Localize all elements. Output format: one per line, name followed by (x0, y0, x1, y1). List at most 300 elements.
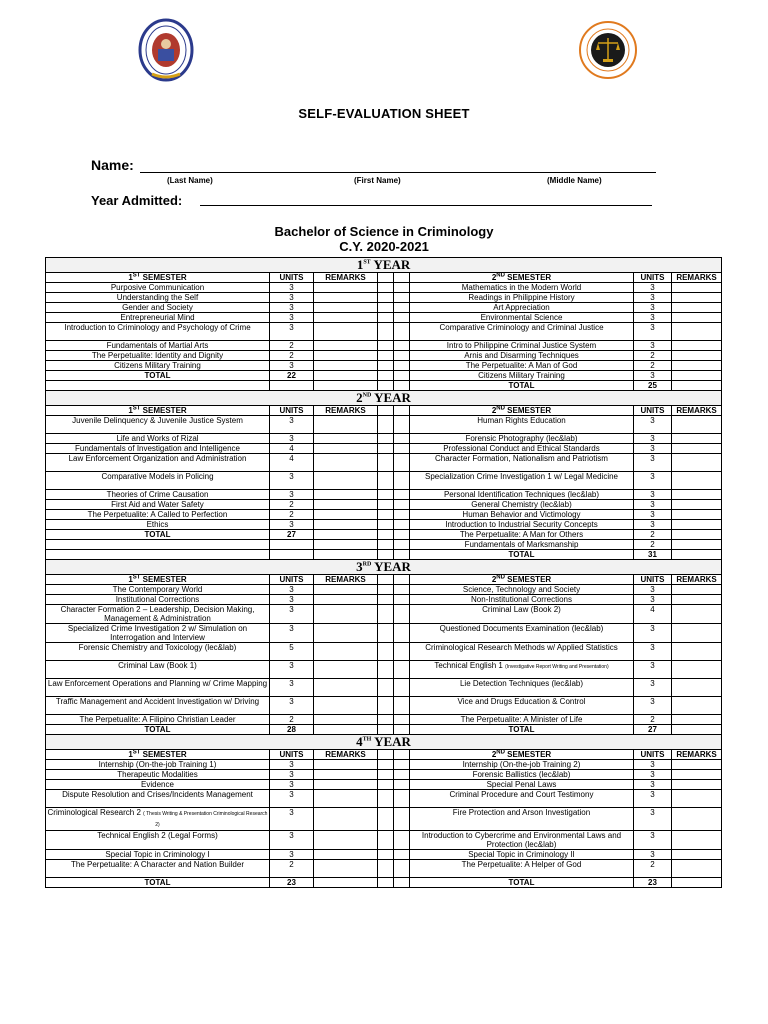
units-sem1: 3 (270, 790, 314, 808)
course-name-sem1: Institutional Corrections (46, 595, 270, 605)
remarks-cell-sem1[interactable] (314, 490, 378, 500)
remarks-cell-sem1[interactable] (314, 661, 378, 679)
spacer-cell (378, 472, 394, 490)
course-name-sem1: Fundamentals of Investigation and Intelligence (46, 444, 270, 454)
year-number: 1 (356, 257, 364, 272)
course-name-sem2: Criminal Procedure and Court Testimony (410, 790, 634, 808)
course-row (46, 454, 722, 472)
course-name-sem1 (46, 381, 270, 391)
spacer-cell (394, 351, 410, 361)
remarks-cell-sem1[interactable] (314, 850, 378, 860)
course-row (46, 341, 722, 351)
remarks-cell-sem1[interactable] (314, 293, 378, 303)
remarks-cell-sem2[interactable] (672, 790, 722, 808)
units-header: UNITS (634, 406, 672, 416)
course-name-sem2: Art Appreciation (410, 303, 634, 313)
remarks-cell-sem1[interactable] (314, 550, 378, 560)
remarks-cell-sem2[interactable] (672, 860, 722, 878)
spacer-cell (394, 643, 410, 661)
remarks-cell-sem2[interactable] (672, 595, 722, 605)
course-row (46, 605, 722, 624)
remarks-cell-sem2[interactable] (672, 780, 722, 790)
course-name-sem1: TOTAL (46, 371, 270, 381)
first-semester-header: 1ST SEMESTER (46, 750, 270, 760)
units-sem2: 3 (634, 661, 672, 679)
year-suffix: RD (362, 561, 372, 568)
course-name-sem1: Entrepreneurial Mind (46, 313, 270, 323)
units-sem1: 3 (270, 697, 314, 715)
spacer-cell (378, 341, 394, 351)
spacer-cell (378, 520, 394, 530)
year-suffix: ST (363, 259, 371, 266)
units-sem2: 3 (634, 770, 672, 780)
course-row (46, 790, 722, 808)
course-name-sem1: Dispute Resolution and Crises/Incidents Management (46, 790, 270, 808)
course-row (46, 697, 722, 715)
units-sem2: 3 (634, 780, 672, 790)
course-name-sem2: Science, Technology and Society (410, 585, 634, 595)
course-name-sem2: Forensic Ballistics (lec&lab) (410, 770, 634, 780)
spacer-cell (378, 760, 394, 770)
spacer-cell (378, 661, 394, 679)
units-sem1: 22 (270, 371, 314, 381)
course-name-sem2: TOTAL (410, 550, 634, 560)
course-name-sem2: Human Rights Education (410, 416, 634, 434)
spacer-cell (378, 780, 394, 790)
units-sem2: 3 (634, 595, 672, 605)
units-sem1: 3 (270, 850, 314, 860)
remarks-cell-sem2[interactable] (672, 313, 722, 323)
course-name-sem1: TOTAL (46, 878, 270, 888)
course-name-sem1: Introduction to Criminology and Psychology of Crime (46, 323, 270, 341)
spacer-cell (378, 500, 394, 510)
remarks-cell-sem2[interactable] (672, 361, 722, 371)
spacer-cell (378, 303, 394, 313)
course-name-sem2: Non-Institutional Corrections (410, 595, 634, 605)
remarks-cell-sem1[interactable] (314, 808, 378, 831)
spacer-cell (378, 725, 394, 735)
units-header: UNITS (634, 575, 672, 585)
units-sem2: 3 (634, 679, 672, 697)
remarks-cell-sem1[interactable] (314, 790, 378, 808)
units-header: UNITS (634, 273, 672, 283)
course-name-sem1: Law Enforcement Operations and Planning w/ Crime Mapping (46, 679, 270, 697)
units-sem1 (270, 550, 314, 560)
remarks-cell-sem2[interactable] (672, 454, 722, 472)
course-name-sem2: TOTAL (410, 878, 634, 888)
units-sem1: 4 (270, 444, 314, 454)
units-sem1: 2 (270, 500, 314, 510)
course-name-sem2: Technical English 1 (Investigative Report Writing and Presentation) (410, 661, 634, 679)
spacer-cell (394, 760, 410, 770)
remarks-cell-sem1[interactable] (314, 434, 378, 444)
course-row (46, 831, 722, 850)
spacer-cell (378, 831, 394, 850)
units-sem2: 3 (634, 490, 672, 500)
course-name-sem1: Purposive Communication (46, 283, 270, 293)
remarks-cell-sem2[interactable] (672, 808, 722, 831)
units-sem1: 3 (270, 283, 314, 293)
course-row (46, 624, 722, 643)
units-sem2: 3 (634, 303, 672, 313)
remarks-cell-sem1[interactable] (314, 303, 378, 313)
name-field-line[interactable] (140, 172, 656, 173)
remarks-cell-sem2[interactable] (672, 283, 722, 293)
course-name-sem1: Traffic Management and Accident Investigation w/ Driving (46, 697, 270, 715)
spacer-cell (378, 313, 394, 323)
course-row (46, 371, 722, 381)
course-name-sem1: Life and Works of Rizal (46, 434, 270, 444)
course-name-sem2: Fire Protection and Arson Investigation (410, 808, 634, 831)
course-name-sem2: Questioned Documents Examination (lec&lab) (410, 624, 634, 643)
remarks-cell-sem2[interactable] (672, 416, 722, 434)
remarks-cell-sem1[interactable] (314, 624, 378, 643)
remarks-cell-sem2[interactable] (672, 760, 722, 770)
criminology-seal-icon (578, 20, 638, 80)
remarks-cell-sem2[interactable] (672, 444, 722, 454)
semester-header-row (46, 406, 722, 416)
spacer-cell (394, 510, 410, 520)
remarks-cell-sem1[interactable] (314, 313, 378, 323)
remarks-cell-sem1[interactable] (314, 715, 378, 725)
remarks-cell-sem1[interactable] (314, 697, 378, 715)
remarks-cell-sem1[interactable] (314, 679, 378, 697)
course-row (46, 510, 722, 520)
remarks-cell-sem2[interactable] (672, 293, 722, 303)
course-row (46, 313, 722, 323)
spacer-cell (378, 273, 394, 283)
spacer-cell (378, 416, 394, 434)
remarks-cell-sem2[interactable] (672, 530, 722, 540)
remarks-header: REMARKS (672, 406, 722, 416)
spacer-cell (394, 725, 410, 735)
remarks-cell-sem2[interactable] (672, 697, 722, 715)
spacer-cell (394, 283, 410, 293)
course-row (46, 351, 722, 361)
units-sem1: 27 (270, 530, 314, 540)
year-number: 3 (356, 559, 363, 574)
course-row (46, 770, 722, 780)
spacer-cell (378, 860, 394, 878)
remarks-cell-sem2[interactable] (672, 643, 722, 661)
units-sem1: 3 (270, 595, 314, 605)
course-row (46, 780, 722, 790)
remarks-cell-sem1[interactable] (314, 585, 378, 595)
remarks-cell-sem2[interactable] (672, 850, 722, 860)
name-label: Name: (91, 157, 134, 173)
remarks-cell-sem1[interactable] (314, 760, 378, 770)
spacer-cell (378, 715, 394, 725)
spacer-cell (394, 780, 410, 790)
remarks-cell-sem2[interactable] (672, 585, 722, 595)
spacer-cell (394, 624, 410, 643)
course-name-sem1: Specialized Crime Investigation 2 w/ Simulation on Interrogation and Interview (46, 624, 270, 643)
course-name-sem2: The Perpetualite: A Helper of God (410, 860, 634, 878)
remarks-cell-sem2[interactable] (672, 605, 722, 624)
units-header: UNITS (634, 750, 672, 760)
remarks-cell-sem2[interactable] (672, 715, 722, 725)
spacer-cell (394, 361, 410, 371)
year-admitted-field-line[interactable] (200, 205, 652, 206)
remarks-cell-sem2[interactable] (672, 351, 722, 361)
course-name-sem1 (46, 550, 270, 560)
spacer-cell (378, 624, 394, 643)
spacer-cell (378, 361, 394, 371)
course-name-sem2: TOTAL (410, 381, 634, 391)
units-sem1 (270, 540, 314, 550)
course-name-sem1: Criminal Law (Book 1) (46, 661, 270, 679)
remarks-cell-sem2[interactable] (672, 550, 722, 560)
course-row (46, 860, 722, 878)
course-row (46, 878, 722, 888)
remarks-header: REMARKS (672, 273, 722, 283)
remarks-cell-sem1[interactable] (314, 351, 378, 361)
units-sem2: 3 (634, 323, 672, 341)
spacer-cell (394, 273, 410, 283)
units-sem2: 3 (634, 790, 672, 808)
units-sem2: 27 (634, 725, 672, 735)
course-row (46, 595, 722, 605)
course-name-sem1: TOTAL (46, 530, 270, 540)
remarks-cell-sem1[interactable] (314, 725, 378, 735)
course-row (46, 540, 722, 550)
remarks-cell-sem1[interactable] (314, 595, 378, 605)
course-name-sem1: The Contemporary World (46, 585, 270, 595)
spacer-cell (394, 530, 410, 540)
spacer-cell (378, 510, 394, 520)
remarks-cell-sem1[interactable] (314, 500, 378, 510)
remarks-cell-sem1[interactable] (314, 780, 378, 790)
units-sem1: 3 (270, 585, 314, 595)
spacer-cell (378, 434, 394, 444)
course-row (46, 283, 722, 293)
spacer-cell (378, 878, 394, 888)
spacer-cell (394, 697, 410, 715)
remarks-cell-sem1[interactable] (314, 371, 378, 381)
course-note: (Investigative Report Writing and Presentation) (505, 664, 609, 670)
remarks-cell-sem1[interactable] (314, 831, 378, 850)
remarks-cell-sem1[interactable] (314, 605, 378, 624)
remarks-cell-sem2[interactable] (672, 878, 722, 888)
spacer-cell (394, 303, 410, 313)
units-sem1: 3 (270, 361, 314, 371)
remarks-cell-sem1[interactable] (314, 643, 378, 661)
course-name-sem2: Specialization Crime Investigation 1 w/ Legal Medicine (410, 472, 634, 490)
units-header: UNITS (270, 273, 314, 283)
units-sem1: 23 (270, 878, 314, 888)
course-name-sem1: TOTAL (46, 725, 270, 735)
spacer-cell (394, 500, 410, 510)
semester-header-row (46, 575, 722, 585)
course-name-sem2: Vice and Drugs Education & Control (410, 697, 634, 715)
spacer-cell (378, 643, 394, 661)
units-sem1: 3 (270, 323, 314, 341)
remarks-cell-sem1[interactable] (314, 283, 378, 293)
remarks-cell-sem1[interactable] (314, 530, 378, 540)
units-sem2: 3 (634, 585, 672, 595)
remarks-cell-sem1[interactable] (314, 540, 378, 550)
spacer-cell (378, 454, 394, 472)
remarks-cell-sem2[interactable] (672, 540, 722, 550)
remarks-cell-sem2[interactable] (672, 520, 722, 530)
spacer-cell (378, 585, 394, 595)
remarks-cell-sem1[interactable] (314, 381, 378, 391)
spacer-cell (394, 715, 410, 725)
course-name-sem2: The Perpetualite: A Man of God (410, 361, 634, 371)
remarks-header: REMARKS (672, 750, 722, 760)
remarks-cell-sem2[interactable] (672, 661, 722, 679)
units-sem2: 3 (634, 850, 672, 860)
remarks-cell-sem1[interactable] (314, 444, 378, 454)
remarks-cell-sem1[interactable] (314, 520, 378, 530)
remarks-cell-sem2[interactable] (672, 500, 722, 510)
remarks-cell-sem1[interactable] (314, 472, 378, 490)
spacer-cell (394, 831, 410, 850)
spacer-cell (394, 878, 410, 888)
year-label: YEAR (373, 257, 411, 272)
course-name-sem2: Mathematics in the Modern World (410, 283, 634, 293)
spacer-cell (378, 381, 394, 391)
course-row (46, 293, 722, 303)
course-name-sem1: Technical English 2 (Legal Forms) (46, 831, 270, 850)
spacer-cell (394, 444, 410, 454)
year-header-row (46, 560, 722, 575)
course-name-sem2: TOTAL (410, 725, 634, 735)
remarks-cell-sem2[interactable] (672, 831, 722, 850)
course-name-sem2: Introduction to Industrial Security Concepts (410, 520, 634, 530)
spacer-cell (394, 808, 410, 831)
year-label: YEAR (374, 390, 411, 405)
units-sem2: 4 (634, 605, 672, 624)
remarks-cell-sem2[interactable] (672, 341, 722, 351)
remarks-cell-sem1[interactable] (314, 510, 378, 520)
spacer-cell (394, 575, 410, 585)
first-name-label: (First Name) (354, 176, 401, 185)
year-suffix: ND (362, 392, 372, 399)
curriculum-table (45, 257, 722, 888)
spacer-cell (394, 381, 410, 391)
units-sem2: 3 (634, 500, 672, 510)
units-sem1: 3 (270, 661, 314, 679)
course-row (46, 530, 722, 540)
units-sem1: 3 (270, 624, 314, 643)
units-sem2: 3 (634, 454, 672, 472)
year-suffix: TH (362, 736, 372, 743)
units-sem2: 31 (634, 550, 672, 560)
spacer-cell (378, 679, 394, 697)
course-name-sem2: Criminological Research Methods w/ Applied Statistics (410, 643, 634, 661)
spacer-cell (394, 490, 410, 500)
units-header: UNITS (270, 406, 314, 416)
remarks-cell-sem1[interactable] (314, 323, 378, 341)
course-row (46, 679, 722, 697)
course-name-sem1: Understanding the Self (46, 293, 270, 303)
course-row (46, 850, 722, 860)
units-sem2: 3 (634, 831, 672, 850)
remarks-cell-sem2[interactable] (672, 434, 722, 444)
remarks-cell-sem2[interactable] (672, 472, 722, 490)
units-sem2: 3 (634, 624, 672, 643)
units-sem2: 2 (634, 530, 672, 540)
spacer-cell (378, 770, 394, 780)
remarks-cell-sem1[interactable] (314, 416, 378, 434)
remarks-cell-sem2[interactable] (672, 624, 722, 643)
course-row (46, 520, 722, 530)
units-sem2: 2 (634, 715, 672, 725)
remarks-cell-sem1[interactable] (314, 860, 378, 878)
spacer-cell (394, 750, 410, 760)
course-name-sem1: Gender and Society (46, 303, 270, 313)
course-row (46, 381, 722, 391)
spacer-cell (394, 550, 410, 560)
spacer-cell (378, 323, 394, 341)
spacer-cell (378, 283, 394, 293)
course-row (46, 472, 722, 490)
spacer-cell (378, 293, 394, 303)
spacer-cell (394, 406, 410, 416)
units-sem1: 3 (270, 303, 314, 313)
units-header: UNITS (270, 750, 314, 760)
remarks-cell-sem1[interactable] (314, 770, 378, 780)
remarks-header: REMARKS (314, 575, 378, 585)
program-heading (0, 224, 768, 254)
units-sem1: 3 (270, 831, 314, 850)
spacer-cell (378, 850, 394, 860)
spacer-cell (378, 575, 394, 585)
spacer-cell (394, 585, 410, 595)
remarks-cell-sem2[interactable] (672, 679, 722, 697)
units-sem1: 2 (270, 341, 314, 351)
school-seal-icon (138, 18, 194, 82)
remarks-cell-sem2[interactable] (672, 323, 722, 341)
units-sem2: 3 (634, 341, 672, 351)
remarks-cell-sem2[interactable] (672, 303, 722, 313)
course-name-sem1: Special Topic in Criminology I (46, 850, 270, 860)
remarks-cell-sem2[interactable] (672, 371, 722, 381)
course-name-sem1: The Perpetualite: Identity and Dignity (46, 351, 270, 361)
remarks-cell-sem2[interactable] (672, 770, 722, 780)
spacer-cell (394, 540, 410, 550)
spacer-cell (378, 530, 394, 540)
curriculum-year: C.Y. 2020-2021 (339, 239, 429, 254)
remarks-cell-sem1[interactable] (314, 454, 378, 472)
year-header-row (46, 258, 722, 273)
remarks-cell-sem1[interactable] (314, 878, 378, 888)
remarks-cell-sem2[interactable] (672, 381, 722, 391)
remarks-cell-sem1[interactable] (314, 341, 378, 351)
course-name-sem2: Criminal Law (Book 2) (410, 605, 634, 624)
course-row (46, 303, 722, 313)
remarks-header: REMARKS (314, 273, 378, 283)
units-sem1: 3 (270, 472, 314, 490)
course-name-sem1: Comparative Models in Policing (46, 472, 270, 490)
second-semester-header: 2ND SEMESTER (410, 575, 634, 585)
units-sem2: 3 (634, 283, 672, 293)
units-sem2: 3 (634, 293, 672, 303)
spacer-cell (394, 454, 410, 472)
remarks-cell-sem1[interactable] (314, 361, 378, 371)
remarks-cell-sem2[interactable] (672, 510, 722, 520)
spacer-cell (394, 416, 410, 434)
middle-name-label: (Middle Name) (547, 176, 602, 185)
course-row (46, 760, 722, 770)
course-name-sem2: Special Penal Laws (410, 780, 634, 790)
course-name-sem1: Citizens Military Training (46, 361, 270, 371)
remarks-cell-sem2[interactable] (672, 490, 722, 500)
remarks-cell-sem2[interactable] (672, 725, 722, 735)
course-row (46, 661, 722, 679)
units-sem1: 2 (270, 860, 314, 878)
